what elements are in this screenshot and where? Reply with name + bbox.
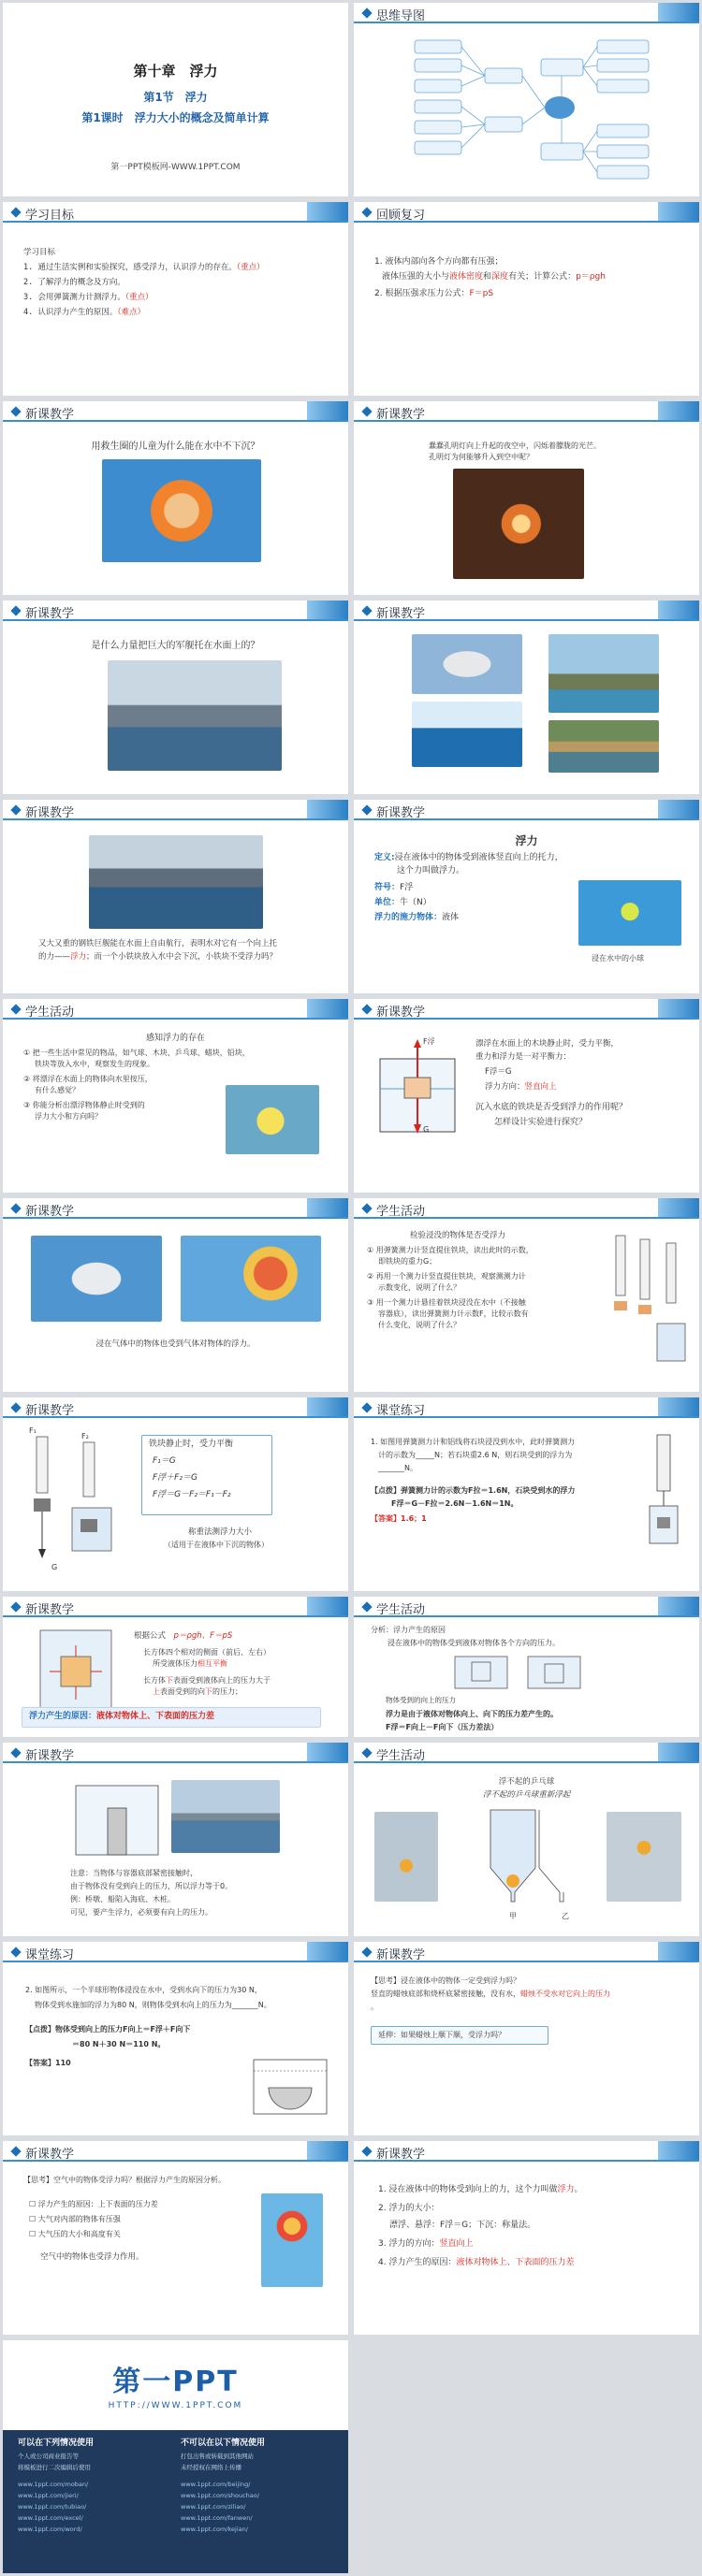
slide-header bbox=[354, 2141, 699, 2162]
diamond-icon bbox=[10, 1402, 21, 1412]
header-accent bbox=[658, 1198, 699, 1217]
diamond-icon bbox=[361, 1004, 372, 1014]
slide-title: 新课教学 bbox=[376, 408, 426, 422]
question-2: 怎样设计实验进行探究？ bbox=[494, 1118, 588, 1127]
slide-practice-2[interactable] bbox=[3, 1942, 348, 2135]
step-1: ① 把一些生活中常见的物品，如气球、木块、乒乓球、蜡块，铅块， bbox=[23, 1049, 250, 1057]
f1-label: F₁ bbox=[29, 1426, 37, 1435]
definition: 定义:浸在液体中的物体受到液体竖直向上的托力， bbox=[374, 853, 563, 862]
question-line-2: 计的示数为_____N；若石块重2.6 N，则石块受到的浮力为 bbox=[378, 1451, 573, 1459]
header-accent bbox=[307, 1942, 348, 1961]
label-jia: 甲 bbox=[509, 1912, 517, 1920]
slide-title: 新课教学 bbox=[376, 806, 426, 820]
slide-header bbox=[354, 202, 699, 223]
vertical-forces: 长方体下表面受到液体向上的压力大于 bbox=[143, 1676, 271, 1685]
slide-header bbox=[3, 202, 348, 223]
footer-logo: 第一PPT bbox=[112, 2366, 239, 2398]
summary-2b: 漂浮、悬浮：F浮＝G；下沉：称量法。 bbox=[389, 2221, 536, 2230]
header-accent bbox=[307, 999, 348, 1018]
slide-header bbox=[3, 601, 348, 621]
diamond-icon bbox=[361, 1601, 372, 1612]
diamond-icon bbox=[361, 804, 372, 815]
method-note: （适用于在液体中下沉的物体） bbox=[164, 1541, 269, 1549]
activity-title: 感知浮力的存在 bbox=[145, 1034, 205, 1043]
left-link[interactable]: www.1ppt.com/excel/ bbox=[18, 2514, 83, 2522]
formula: 根据公式 p＝ρgh、F＝pS bbox=[134, 1631, 233, 1641]
summary-4: 4. 浮力产生的原因：液体对物体上、下表面的压力差 bbox=[378, 2258, 575, 2267]
slide-cause-analysis[interactable] bbox=[354, 1597, 699, 1737]
definition-cont: 这个力叫做浮力。 bbox=[397, 866, 465, 876]
checkbox-icon: ☐ bbox=[29, 2215, 38, 2223]
upward-pressure-label: 物体受到的向上的压力 bbox=[386, 1696, 456, 1704]
slide-title: 新课教学 bbox=[25, 2148, 75, 2162]
slide-header bbox=[3, 800, 348, 820]
right-line: 未经授权在网络上传播 bbox=[181, 2464, 241, 2471]
header-accent bbox=[307, 601, 348, 619]
slide-title: 新课教学 bbox=[376, 2148, 426, 2162]
note-2: 由于物体没有受到向上的压力，所以浮力等于0。 bbox=[70, 1882, 233, 1890]
slide-lantern[interactable] bbox=[354, 401, 699, 595]
slide-header bbox=[354, 1942, 699, 1962]
objectives-heading: 学习目标 bbox=[23, 248, 56, 257]
diamond-icon bbox=[10, 1203, 21, 1213]
step-2: ② 再用一个测力计竖直提住铁块，观察测测力计 bbox=[367, 1272, 526, 1281]
f-buoy-label: F浮 bbox=[423, 1037, 435, 1046]
slide-title: 学习目标 bbox=[25, 209, 75, 223]
header-accent bbox=[307, 1198, 348, 1217]
header-accent bbox=[307, 1743, 348, 1761]
diamond-icon bbox=[10, 406, 21, 416]
symbol: 符号：F浮 bbox=[374, 883, 414, 892]
eq-2: F浮＋F₂＝G bbox=[153, 1473, 197, 1483]
slide-gas-buoyancy[interactable] bbox=[3, 1198, 348, 1392]
diamond-icon bbox=[361, 1203, 372, 1213]
think-question: 【思考】浸在液体中的物体一定受到浮力吗？ bbox=[371, 1976, 520, 1985]
diamond-icon bbox=[361, 1946, 372, 1957]
ship-text-2: 的力——浮力；而一个小铁块放入水中会下沉，小铁块不受浮力吗？ bbox=[38, 952, 278, 962]
slide-header bbox=[3, 1397, 348, 1418]
step-2: ② 将漂浮在水面上的物体向水里按压， bbox=[23, 1075, 153, 1083]
analysis-line: 浸在液体中的物体受到液体对物体各个方向的压力。 bbox=[388, 1639, 560, 1647]
cover-section: 第1节 浮力 bbox=[143, 91, 208, 104]
lantern-text-2: 孔明灯为何能够升入到空中呢？ bbox=[429, 453, 534, 461]
checkbox-icon: ☐ bbox=[29, 2200, 38, 2208]
aircraft-carrier-photo bbox=[108, 660, 282, 771]
step-3b: 容器底），读出弹簧测力计示数F，比较示数有 bbox=[378, 1310, 529, 1318]
duck-photo bbox=[226, 1085, 319, 1154]
diamond-icon bbox=[10, 605, 21, 615]
diamond-icon bbox=[361, 2146, 372, 2156]
submerged-cube-diagram bbox=[31, 1625, 121, 1718]
pier-diagram bbox=[70, 1780, 164, 1859]
step-3b: 浮力大小和方向吗？ bbox=[35, 1112, 102, 1121]
slide-header bbox=[3, 2141, 348, 2162]
step-3: ③ 你能分析出漂浮物体静止时受到的 bbox=[23, 1101, 145, 1109]
left-title: 可以在下列情况使用 bbox=[18, 2439, 95, 2448]
reason-3: ☐ 大气压的大小和高度有关 bbox=[29, 2230, 121, 2238]
question-line-1: 1. 如图用弹簧测力计和铝线将石块浸没到水中，此时弹簧测力 bbox=[371, 1438, 576, 1446]
header-accent bbox=[658, 3, 699, 22]
question-line-3: _______N。 bbox=[378, 1464, 417, 1472]
equilibrium-heading: 铁块静止时，受力平衡 bbox=[149, 1440, 234, 1449]
question-1: 沉入水底的铁块是否受到浮力的作用呢？ bbox=[475, 1103, 628, 1112]
slide-title: 新课教学 bbox=[376, 1006, 426, 1020]
review-line-1: 1. 液体内部向各个方向都有压强； bbox=[374, 257, 504, 267]
hint-1: 【点拨】物体受到向上的压力F向上＝F浮＋F向下 bbox=[25, 2025, 191, 2033]
spring-scale-illustration bbox=[608, 1226, 693, 1385]
header-accent bbox=[307, 401, 348, 420]
side-forces-b: 所受液体压力相互平衡 bbox=[153, 1659, 227, 1668]
answer: 【答案】110 bbox=[25, 2059, 71, 2067]
think-question: 【思考】空气中的物体受浮力吗？根据浮力产生的原因分析。 bbox=[23, 2176, 226, 2184]
slide-mindmap[interactable] bbox=[354, 3, 699, 196]
analysis-title: 分析：浮力产生的原因 bbox=[371, 1626, 446, 1634]
summary-1: 1. 浸在液体中的物体受到向上的力，这个力叫做浮力。 bbox=[378, 2185, 583, 2194]
slide-title: 新课教学 bbox=[25, 806, 75, 820]
eq-1: F₁＝G bbox=[153, 1456, 176, 1466]
activity-title: 检验浸没的物体是否受浮力 bbox=[410, 1231, 506, 1240]
vertical-forces-b: 上表面受到的向下的压力； bbox=[153, 1687, 242, 1696]
diamond-icon bbox=[10, 207, 21, 217]
slide-header bbox=[354, 601, 699, 621]
air-conclusion: 空气中的物体也受浮力作用。 bbox=[40, 2252, 144, 2262]
left-link[interactable]: www.1ppt.com/moban/ bbox=[18, 2481, 89, 2488]
slide-footer[interactable] bbox=[3, 2340, 348, 2573]
hemisphere-diagram bbox=[248, 2054, 332, 2120]
diamond-icon bbox=[361, 605, 372, 615]
slide-header bbox=[3, 1198, 348, 1219]
buoyancy-title: 浮力 bbox=[515, 834, 538, 847]
ship-text-1: 又大又重的钢铁巨舰能在水面上自由航行，表明水对它有一个向上托 bbox=[38, 939, 278, 948]
left-link[interactable]: www.1ppt.com/tubiao/ bbox=[18, 2503, 87, 2511]
slide-title: 回顾复习 bbox=[376, 209, 426, 223]
reason-1: ☐ 浮力产生的原因：上下表面的压力差 bbox=[29, 2200, 158, 2208]
slide-air-buoyancy[interactable] bbox=[3, 2141, 348, 2335]
left-line: 将模板进行二次编辑后使用 bbox=[18, 2464, 91, 2471]
right-link[interactable]: www.1ppt.com/shouchao/ bbox=[181, 2492, 259, 2499]
left-line: 个人或公司商业报告等 bbox=[18, 2453, 79, 2460]
warship-photo bbox=[89, 835, 263, 929]
side-forces: 长方体四个相对的侧面（前后、左右） bbox=[143, 1648, 271, 1657]
slide-cause-cube[interactable] bbox=[3, 1597, 348, 1737]
sky-lantern-photo bbox=[453, 469, 584, 579]
diamond-icon bbox=[10, 1004, 21, 1014]
right-line: 打包出售或转载到其他网站 bbox=[181, 2453, 254, 2460]
slide-header bbox=[3, 999, 348, 1020]
bottle-diagram bbox=[474, 1802, 577, 1905]
lantern-text-1: 蠢蠢孔明灯向上升起的夜空中，闪烁着朦胧的光芒。 bbox=[429, 441, 601, 450]
slide-title: 新课教学 bbox=[376, 1948, 426, 1962]
slide-title: 学生活动 bbox=[376, 1749, 426, 1763]
slide-ship-text[interactable] bbox=[3, 800, 348, 993]
mindmap-diagram bbox=[410, 31, 653, 190]
diamond-icon bbox=[10, 804, 21, 815]
slide-title: 课堂练习 bbox=[376, 1404, 426, 1418]
slide-header bbox=[354, 3, 699, 23]
spring-scale-stone-diagram bbox=[646, 1431, 683, 1553]
eq-3: F浮＝G－F₂＝F₁－F₂ bbox=[153, 1490, 231, 1499]
slide-floating-photos[interactable] bbox=[354, 601, 699, 794]
review-line-3: 2. 根据压强求压力公式：F＝pS bbox=[374, 289, 494, 298]
slide-title: 学生活动 bbox=[25, 1006, 75, 1020]
slide-header bbox=[354, 999, 699, 1020]
slide-title: 学生活动 bbox=[376, 1603, 426, 1617]
question: 是什么力量把巨大的军舰托在水面上的？ bbox=[91, 641, 260, 651]
gas-caption: 浸在气体中的物体也受到气体对物体的浮力。 bbox=[95, 1339, 256, 1349]
footer-panel bbox=[3, 2430, 348, 2573]
airship-photo bbox=[412, 634, 522, 694]
unit: 单位：牛（N） bbox=[374, 898, 431, 907]
extension-text: 延伸：如果蜡烛上顺下顺，受浮力吗？ bbox=[378, 2031, 505, 2039]
slide-objectives[interactable] bbox=[3, 202, 348, 396]
step-2b: 示数变化，说明了什么？ bbox=[378, 1283, 461, 1292]
checkbox-icon: ☐ bbox=[29, 2230, 38, 2238]
hint-2: F浮＝G－F拉＝2.6N－1.6N＝1N。 bbox=[391, 1499, 519, 1508]
slide-title: 课堂练习 bbox=[25, 1948, 75, 1962]
slide-title: 思维导图 bbox=[376, 9, 426, 23]
slide-header bbox=[354, 1597, 699, 1617]
slide-candle[interactable] bbox=[354, 1942, 699, 2135]
balloons-photo bbox=[261, 2193, 323, 2287]
answer: 【答案】1.6；1 bbox=[371, 1514, 427, 1523]
slide-header bbox=[354, 1198, 699, 1219]
note-4: 可见，要产生浮力，必须要有向上的压力。 bbox=[70, 1908, 212, 1917]
slide-bridge-pier[interactable] bbox=[3, 1743, 348, 1936]
direction: 浮力方向：竖直向上 bbox=[485, 1082, 557, 1092]
source: 浮力的施力物体：液体 bbox=[374, 913, 460, 922]
slide-summary[interactable] bbox=[354, 2141, 699, 2335]
cause-text: 浮力产生的原因：液体对物体上、下表面的压力差 bbox=[29, 1712, 215, 1721]
step-2b: 有什么感觉？ bbox=[35, 1086, 80, 1094]
bottle-photo-left bbox=[374, 1812, 438, 1902]
objective-item: 3. 会用弹簧测力计测浮力。（重点） bbox=[23, 293, 154, 302]
sea-rock-photo bbox=[548, 634, 659, 713]
reason-2: ☐ 大气对内部的物体有压强 bbox=[29, 2215, 121, 2223]
step-3: ③ 用一个测力计悬挂着铁块浸没在水中（不接触 bbox=[367, 1298, 526, 1307]
pressure-diagrams bbox=[447, 1651, 588, 1692]
right-link[interactable]: www.1ppt.com/ziliao/ bbox=[181, 2503, 246, 2511]
diamond-icon bbox=[10, 1946, 21, 1957]
hint-2: ＝80 N＋30 N＝110 N。 bbox=[72, 2040, 166, 2048]
header-accent bbox=[307, 202, 348, 221]
diamond-icon bbox=[361, 1747, 372, 1758]
header-accent bbox=[658, 800, 699, 818]
objective-item: 2. 了解浮力的概念及方向。 bbox=[23, 278, 125, 287]
right-link[interactable]: www.1ppt.com/fanwen/ bbox=[181, 2514, 253, 2522]
question-line-2: 物体受到水施加的浮力为80 N，则物体受到水向上的压力为_______N。 bbox=[35, 2001, 271, 2009]
g-label: G bbox=[423, 1125, 430, 1134]
hot-air-balloon-photo bbox=[181, 1236, 321, 1322]
slide-weighing-method[interactable] bbox=[3, 1397, 348, 1591]
header-accent bbox=[658, 202, 699, 221]
slide-title: 新课教学 bbox=[376, 607, 426, 621]
hint-1: 【点拨】弹簧测力计的示数为F拉＝1.6N，石块受到水的浮力 bbox=[371, 1486, 576, 1495]
summary-2: 2. 浮力的大小： bbox=[378, 2204, 440, 2213]
slide-title: 学生活动 bbox=[376, 1205, 426, 1219]
slide-header bbox=[354, 1743, 699, 1763]
slide-header bbox=[3, 1743, 348, 1763]
left-link[interactable]: www.1ppt.com/word/ bbox=[18, 2525, 82, 2533]
experiment-sub: 浮不起的乒乓球重新浮起 bbox=[482, 1790, 571, 1800]
child-lifebuoy-photo bbox=[102, 459, 261, 562]
pressure-diff-formula: F浮＝F向上－F向下（压力差法） bbox=[386, 1723, 499, 1731]
slide-header bbox=[3, 401, 348, 422]
slide-title: 新课教学 bbox=[25, 1205, 75, 1219]
candle-explain: 竖直的蜡烛底部和烧杯底紧密接触，没有水，蜡烛不受水对它向上的压力 bbox=[371, 1990, 610, 1998]
header-accent bbox=[307, 2141, 348, 2160]
slide-float-balance[interactable] bbox=[354, 999, 699, 1193]
balance-2: 重力和浮力是一对平衡力： bbox=[475, 1052, 572, 1062]
label-yi: 乙 bbox=[562, 1912, 569, 1920]
slide-practice-1[interactable] bbox=[354, 1397, 699, 1591]
header-accent bbox=[658, 999, 699, 1018]
slide-header bbox=[354, 1397, 699, 1418]
slide-header bbox=[354, 401, 699, 422]
diamond-icon bbox=[361, 1402, 372, 1412]
summary-3: 3. 浮力的方向：竖直向上 bbox=[378, 2239, 474, 2249]
header-accent bbox=[658, 1597, 699, 1615]
header-accent bbox=[658, 1743, 699, 1761]
header-accent bbox=[307, 800, 348, 818]
cover-lesson: 第1课时 浮力大小的概念及简单计算 bbox=[81, 111, 270, 124]
slide-activity-perceive[interactable] bbox=[3, 999, 348, 1193]
diamond-icon bbox=[10, 2146, 21, 2156]
airship-photo bbox=[31, 1236, 162, 1322]
slide-warship[interactable] bbox=[3, 601, 348, 794]
header-accent bbox=[658, 2141, 699, 2160]
slide-lifebuoy[interactable] bbox=[3, 401, 348, 595]
step-3c: 什么变化，说明了什么？ bbox=[378, 1321, 461, 1329]
question: 用救生圈的儿童为什么能在水中不下沉？ bbox=[91, 441, 260, 452]
floating-block-diagram bbox=[373, 1036, 462, 1139]
objective-item: 4. 认识浮力产生的原因。（难点） bbox=[23, 308, 146, 317]
step-1b: 即铁块的重力G； bbox=[378, 1257, 437, 1266]
bridge-photo bbox=[171, 1780, 280, 1853]
slide-header bbox=[3, 1942, 348, 1962]
slide-header bbox=[354, 800, 699, 820]
slide-title: 新课教学 bbox=[25, 1404, 75, 1418]
balance-eq: F浮＝G bbox=[485, 1067, 512, 1077]
right-link[interactable]: www.1ppt.com/kejian/ bbox=[181, 2525, 248, 2533]
slide-ping-pong[interactable] bbox=[354, 1743, 699, 1936]
question-line-1: 2. 如图所示，一个半球形物体浸没在水中，受到水向下的压力为30 N， bbox=[25, 1986, 262, 1994]
slide-cover[interactable] bbox=[3, 3, 348, 196]
diamond-icon bbox=[361, 207, 372, 217]
footer-url: HTTP://WWW.1PPT.COM bbox=[108, 2401, 243, 2410]
f2-label: F₂ bbox=[81, 1432, 89, 1440]
diamond-icon bbox=[10, 1747, 21, 1758]
diamond-icon bbox=[361, 7, 372, 18]
candle-explain-end: 。 bbox=[371, 2003, 378, 2011]
slide-buoyancy-def[interactable] bbox=[354, 800, 699, 993]
ball-in-water-photo bbox=[578, 880, 681, 946]
header-accent bbox=[658, 601, 699, 619]
step-1: ① 用弹簧测力计竖直提住铁块，读出此时的示数， bbox=[367, 1246, 534, 1254]
slide-review[interactable] bbox=[354, 202, 699, 396]
header-accent bbox=[658, 1397, 699, 1416]
header-accent bbox=[658, 1942, 699, 1961]
step-1b: 铁块等放入水中，观察发生的现象。 bbox=[35, 1060, 154, 1068]
header-accent bbox=[307, 1597, 348, 1615]
weighing-diagram bbox=[23, 1431, 126, 1581]
note-3: 例：桥墩、船陷入海底、木桩。 bbox=[70, 1895, 175, 1903]
objective-item: 1. 通过生活实例和实验探究，感受浮力，认识浮力的存在。（重点） bbox=[23, 263, 265, 272]
slide-title: 新课教学 bbox=[25, 1603, 75, 1617]
raft-photo bbox=[548, 720, 659, 773]
slide-activity-test[interactable] bbox=[354, 1198, 699, 1392]
right-link[interactable]: www.1ppt.com/beijing/ bbox=[181, 2481, 251, 2488]
method-name: 称重法测浮力大小 bbox=[188, 1527, 253, 1537]
left-link[interactable]: www.1ppt.com/jieri/ bbox=[18, 2492, 79, 2499]
experiment-title: 浮不起的乒乓球 bbox=[498, 1777, 555, 1787]
review-line-2: 液体压强的大小与液体密度和深度有关；计算公式：p＝ρgh bbox=[382, 272, 606, 282]
iceberg-photo bbox=[412, 702, 522, 767]
slide-header bbox=[3, 1597, 348, 1617]
note-1: 注意：当物体与容器底部紧密接触时， bbox=[70, 1869, 197, 1877]
slide-title: 新课教学 bbox=[25, 607, 75, 621]
header-accent bbox=[307, 1397, 348, 1416]
balance-1: 漂浮在水面上的木块静止时，受力平衡， bbox=[475, 1039, 620, 1049]
diamond-icon bbox=[10, 1601, 21, 1612]
slide-title: 新课教学 bbox=[25, 1749, 75, 1763]
cover-site: 第一PPT模板网-WWW.1PPT.COM bbox=[110, 163, 241, 172]
g-label: G bbox=[51, 1563, 58, 1571]
right-title: 不可以在以下情况使用 bbox=[181, 2439, 266, 2448]
conclusion: 浮力是由于液体对物体向上、向下的压力差产生的。 bbox=[386, 1710, 558, 1718]
photo-caption: 浸在水中的小球 bbox=[592, 954, 644, 962]
diamond-icon bbox=[361, 406, 372, 416]
cover-chapter: 第十章 浮力 bbox=[133, 63, 218, 80]
header-accent bbox=[658, 401, 699, 420]
bottle-photo-right bbox=[607, 1812, 681, 1902]
slide-title: 新课教学 bbox=[25, 408, 75, 422]
